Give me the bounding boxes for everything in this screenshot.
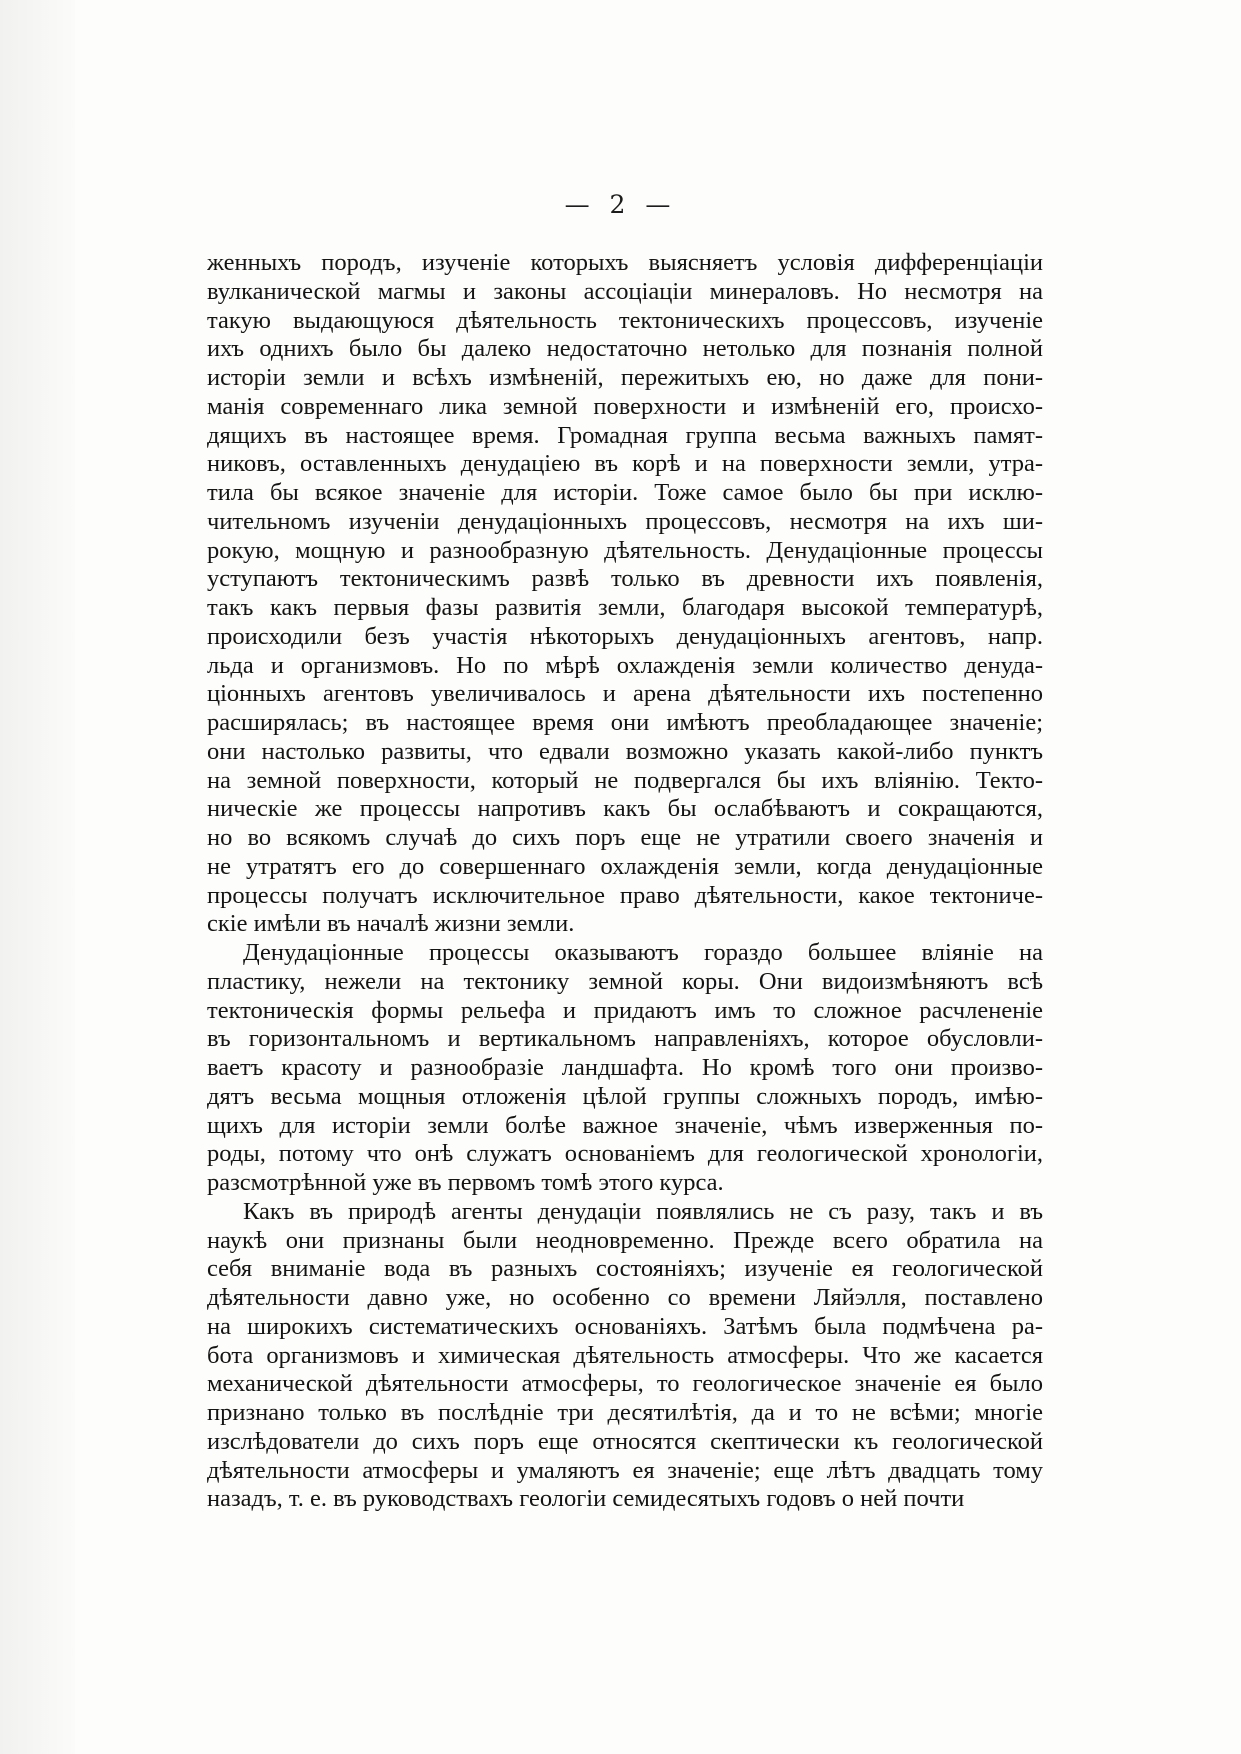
text-line: ническіе же процессы напротивъ какъ бы ослабѣваютъ и сокращаются, <box>207 795 1043 823</box>
text-line: на широкихъ систематическихъ основаніяхъ. Затѣмъ была подмѣчена ра- <box>207 1312 1043 1340</box>
text-line: никовъ, оставленныхъ денудаціею въ корѣ и на поверхности земли, утра- <box>207 450 1043 478</box>
text-line: себя вниманіе вода въ разныхъ состояніяхъ; изученіе ея геологической <box>207 1255 1043 1283</box>
text-line: манія современнаго лика земной поверхности и измѣненій его, происхо- <box>207 392 1043 420</box>
text-line: дящихъ въ настоящее время. Громадная группа весьма важныхъ памят- <box>207 421 1043 449</box>
text-line: женныхъ породъ, изученіе которыхъ выясняетъ условія дифференціаціи <box>207 249 1043 276</box>
page-shadow-edge <box>0 0 75 1754</box>
text-line: они настолько развиты, что едвали возможно указать какой-либо пунктъ <box>207 737 1043 765</box>
text-line: но во всякомъ случаѣ до сихъ поръ еще не утратили своего значенія и <box>207 824 1043 851</box>
text-line: изслѣдователи до сихъ поръ еще относятся скептически къ геологической <box>207 1427 1043 1455</box>
text-line: бота организмовъ и химическая дѣятельность атмосферы. Что же касается <box>207 1341 1043 1369</box>
text-line: рокую, мощную и разнообразную дѣятельность. Денудаціонные процессы <box>207 536 1043 564</box>
paragraph <box>207 1198 1043 1514</box>
text-line: Денудаціонные процессы оказываютъ гораздо большее вліяніе на <box>243 939 1043 966</box>
text-line: льда и организмовъ. Но по мѣрѣ охлажденія земли количество денуда- <box>207 651 1043 679</box>
text-line: въ горизонтальномъ и вертикальномъ направленіяхъ, которое обусловли- <box>207 1025 1043 1053</box>
text-line: ихъ однихъ было бы далеко недостаточно нетолько для познанія полной <box>207 335 1043 363</box>
text-line: чительномъ изученіи денудаціонныхъ процессовъ, несмотря на ихъ ши- <box>207 507 1043 535</box>
text-line: разсмотрѣнной уже въ первомъ томѣ этого курса. <box>207 1169 724 1196</box>
text-line: скіе имѣли въ началѣ жизни земли. <box>207 910 575 938</box>
text-line: щихъ для исторіи земли болѣе важное значеніе, чѣмъ изверженныя по- <box>207 1111 1043 1139</box>
text-line: на земной поверхности, который не подвергался бы ихъ вліянію. Текто- <box>207 766 1043 794</box>
text-line: роды, потому что онѣ служатъ основаніемъ для геологической хронологіи, <box>207 1140 1043 1168</box>
text-line: дятъ весьма мощныя отложенія цѣлой группы сложныхъ породъ, имѣю- <box>207 1082 1043 1110</box>
text-line: такую выдающуюся дѣятельность тектоническихъ процессовъ, изученіе <box>207 306 1043 334</box>
text-line: Какъ въ природѣ агенты денудаціи появлялись не съ разу, такъ и въ <box>243 1197 1043 1225</box>
text-line: расширялась; въ настоящее время они имѣютъ преобладающее значеніе; <box>207 709 1043 736</box>
text-line: тектоническія формы рельефа и придаютъ имъ то сложное расчлененіе <box>207 996 1043 1024</box>
text-line: дѣятельности атмосферы и умаляютъ ея значеніе; еще лѣтъ двадцать тому <box>207 1456 1043 1484</box>
text-line: уступаютъ тектоническимъ развѣ только въ древности ихъ появленія, <box>207 565 1043 593</box>
text-line: ваетъ красоту и разнообразіе ландшафта. Но кромѣ того они произво- <box>207 1054 1043 1081</box>
text-line: назадъ, т. е. въ руководствахъ геологіи семидесятыхъ годовъ о ней почти <box>207 1485 965 1513</box>
text-line: процессы получатъ исключительное право дѣятельности, какое тектониче- <box>207 881 1043 909</box>
text-line: пластику, нежели на тектонику земной коры. Они видоизмѣняютъ всѣ <box>207 967 1043 995</box>
text-line: ціонныхъ агентовъ увеличивалось и арена дѣятельности ихъ постепенно <box>207 680 1043 708</box>
text-line: дѣятельности давно уже, но особенно со времени Ляйэлля, поставлено <box>207 1284 1043 1311</box>
page-number: — 2 — <box>564 190 677 219</box>
body-text <box>207 249 1043 1514</box>
text-line: происходили безъ участія нѣкоторыхъ денудаціонныхъ агентовъ, напр. <box>207 622 1043 650</box>
text-line: тила бы всякое значеніе для исторіи. Тоже самое было бы при исклю- <box>207 479 1043 506</box>
text-line: признано только въ послѣдніе три десятилѣтія, да и то не всѣми; многіе <box>207 1399 1043 1426</box>
text-line: такъ какъ первыя фазы развитія земли, благодаря высокой температурѣ, <box>207 594 1043 621</box>
text-line: не утратятъ его до совершеннаго охлажденія земли, когда денудаціонные <box>207 852 1043 880</box>
text-line: механической дѣятельности атмосферы, то геологическое значеніе ея было <box>207 1370 1043 1398</box>
text-line: вулканической магмы и законы ассоціаціи минераловъ. Но несмотря на <box>207 277 1043 305</box>
paragraph <box>207 939 1043 1198</box>
text-line: исторіи земли и всѣхъ измѣненій, пережитыхъ ею, но даже для пони- <box>207 364 1043 391</box>
text-line: наукѣ они признаны были неодновременно. Прежде всего обратила на <box>207 1226 1043 1254</box>
paragraph <box>207 249 1043 939</box>
